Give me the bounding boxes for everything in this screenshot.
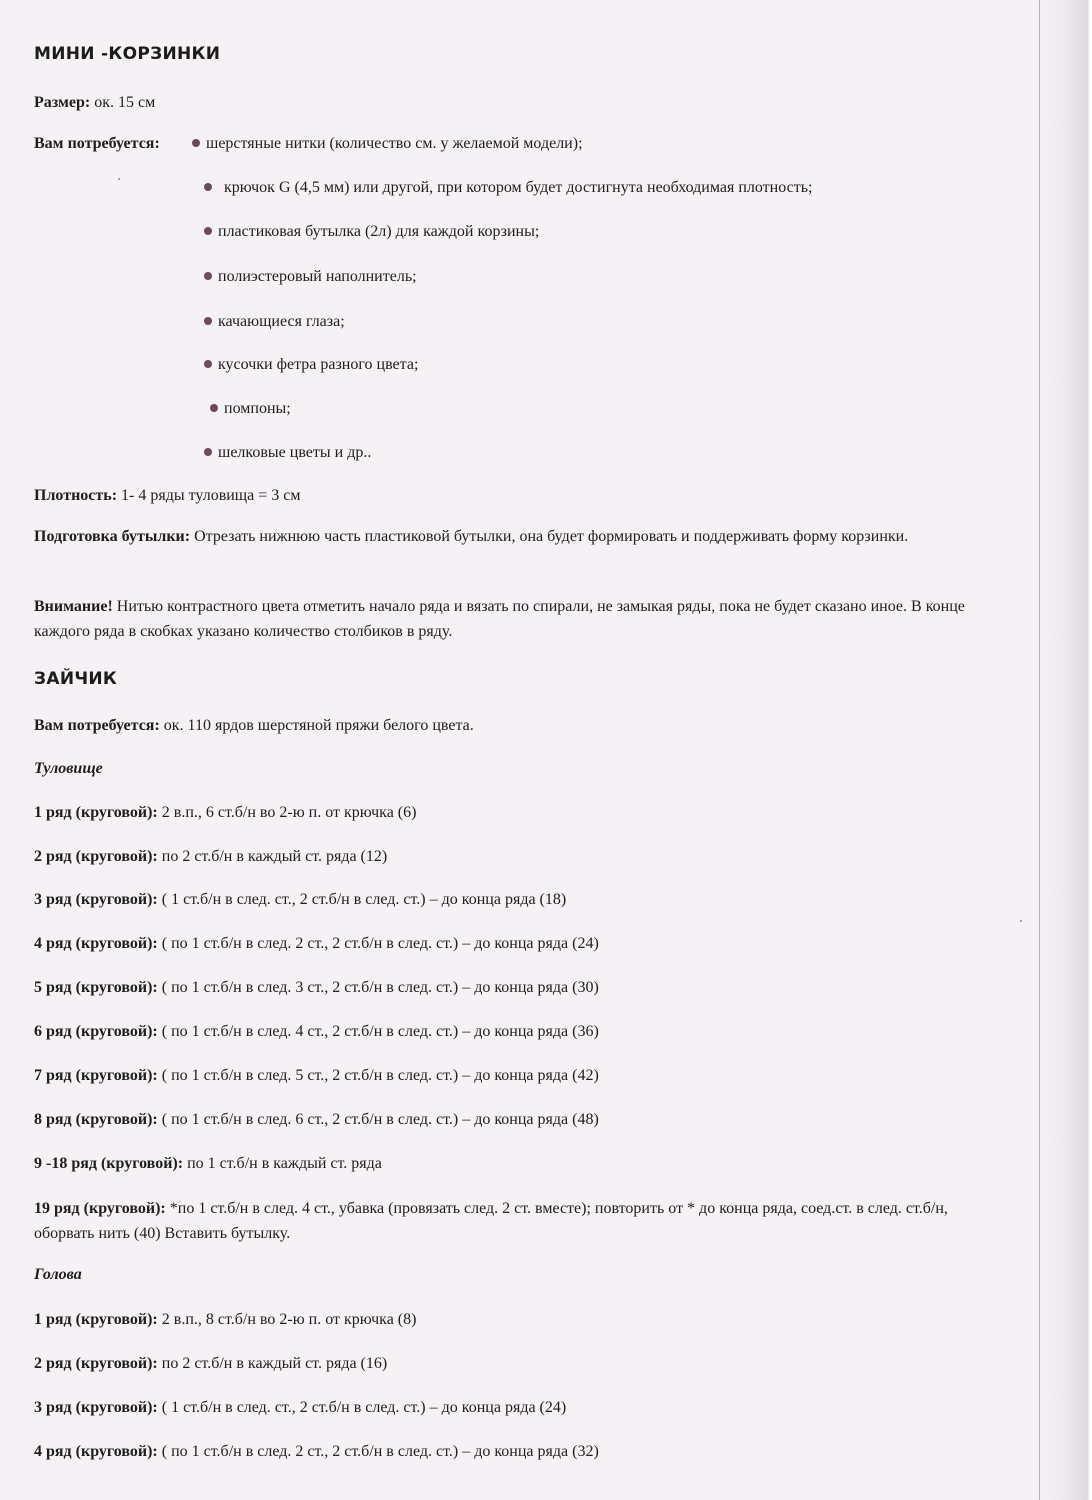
body-row xyxy=(34,931,994,956)
row-label: 19 ряд (круговой): xyxy=(34,1200,166,1217)
size-line xyxy=(34,90,994,115)
material-item xyxy=(204,352,418,377)
material-text: качающиеся глаза; xyxy=(218,313,345,330)
row-label: 1 ряд (круговой): xyxy=(34,804,158,821)
document-page xyxy=(34,0,1024,1500)
attention-text: Нитью контрастного цвета отметить начало ряда и вязать по спирали, не замыкая ряды, пока не будет сказано иное. В конце каждого ряда в скобках указано количество столбиков в ряду. xyxy=(34,598,965,640)
body-row xyxy=(34,1063,994,1088)
bottle-prep-text: Отрезать нижнюю часть пластиковой бутылки, она будет формировать и поддерживать форму корзинки. xyxy=(190,528,909,545)
page-edge-line xyxy=(1039,0,1040,1500)
material-text: шелковые цветы и др.. xyxy=(218,444,372,461)
bullet-icon xyxy=(204,272,212,280)
page-edge-shadow xyxy=(1034,0,1092,1500)
bunny-needs-line xyxy=(34,713,994,738)
material-text: кусочки фетра разного цвета; xyxy=(218,356,419,373)
gauge-label: Плотность: xyxy=(34,487,118,504)
body-section-title: Туловище xyxy=(34,760,103,777)
bullet-icon xyxy=(204,227,212,235)
material-item xyxy=(204,175,812,200)
row-label: 1 ряд (круговой): xyxy=(34,1311,158,1328)
row-text: ( 1 ст.б/н в след. ст., 2 ст.б/н в след. ст.) – до конца ряда (24) xyxy=(157,1399,567,1416)
material-text: полиэстеровый наполнитель; xyxy=(218,268,417,285)
gauge-value: 1- 4 ряды туловища = 3 см xyxy=(117,487,301,504)
row-text: ( по 1 ст.б/н в след. 3 ст., 2 ст.б/н в след. ст.) – до конца ряда (30) xyxy=(157,979,599,996)
bunny-needs-value: ок. 110 ярдов шерстяной пряжи белого цвета. xyxy=(159,717,474,734)
row-text: по 2 ст.б/н в каждый ст. ряда (12) xyxy=(157,848,388,865)
row-label: 7 ряд (круговой): xyxy=(34,1067,158,1084)
row-text: по 1 ст.б/н в каждый ст. ряда xyxy=(183,1155,382,1172)
material-text: помпоны; xyxy=(224,400,291,417)
material-item xyxy=(192,131,583,156)
bottle-prep-label: Подготовка бутылки: xyxy=(34,528,191,545)
body-row xyxy=(34,1196,1009,1246)
bunny-needs-label: Вам потребуется: xyxy=(34,717,160,734)
row-text: 2 в.п., 6 ст.б/н во 2-ю п. от крючка (6) xyxy=(157,804,417,821)
bullet-icon xyxy=(204,183,212,191)
row-text: ( по 1 ст.б/н в след. 5 ст., 2 ст.б/н в след. ст.) – до конца ряда (42) xyxy=(157,1067,599,1084)
row-label: 3 ряд (круговой): xyxy=(34,1399,158,1416)
head-section-title: Голова xyxy=(34,1266,82,1283)
body-row xyxy=(34,1151,994,1176)
bullet-icon xyxy=(204,317,212,325)
row-text: ( по 1 ст.б/н в след. 4 ст., 2 ст.б/н в след. ст.) – до конца ряда (36) xyxy=(157,1023,599,1040)
material-text: крючок G (4,5 мм) или другой, при котором будет достигнута необходимая плотность; xyxy=(224,179,813,196)
row-label: 5 ряд (круговой): xyxy=(34,979,158,996)
bullet-icon xyxy=(210,404,218,412)
material-text: пластиковая бутылка (2л) для каждой корзины; xyxy=(218,223,540,240)
material-item xyxy=(204,264,417,289)
row-text: ( по 1 ст.б/н в след. 2 ст., 2 ст.б/н в след. ст.) – до конца ряда (32) xyxy=(157,1443,599,1460)
head-row xyxy=(34,1351,994,1376)
head-row xyxy=(34,1307,994,1332)
bullet-icon xyxy=(204,448,212,456)
row-text: ( по 1 ст.б/н в след. 2 ст., 2 ст.б/н в след. ст.) – до конца ряда (24) xyxy=(157,935,599,952)
material-item xyxy=(204,309,345,334)
row-text: 2 в.п., 8 ст.б/н во 2-ю п. от крючка (8) xyxy=(157,1311,417,1328)
material-item xyxy=(204,440,371,465)
row-label: 2 ряд (круговой): xyxy=(34,848,158,865)
row-label: 2 ряд (круговой): xyxy=(34,1355,158,1372)
bullet-icon xyxy=(204,360,212,368)
row-text: ( по 1 ст.б/н в след. 6 ст., 2 ст.б/н в след. ст.) – до конца ряда (48) xyxy=(157,1111,599,1128)
material-item xyxy=(204,219,539,244)
bottle-prep-paragraph xyxy=(34,524,984,549)
row-text: по 2 ст.б/н в каждый ст. ряда (16) xyxy=(157,1355,388,1372)
head-row xyxy=(34,1439,994,1464)
row-text: ( 1 ст.б/н в след. ст., 2 ст.б/н в след. ст.) – до конца ряда (18) xyxy=(157,891,567,908)
size-value: ок. 15 см xyxy=(90,94,156,111)
body-row xyxy=(34,887,994,912)
needs-label: Вам потребуется: xyxy=(34,135,160,152)
row-label: 3 ряд (круговой): xyxy=(34,891,158,908)
attention-label: Внимание! xyxy=(34,598,113,615)
document-title: МИНИ -КОРЗИНКИ xyxy=(34,44,221,64)
material-text: шерстяные нитки (количество см. у желаемой модели); xyxy=(206,135,583,152)
bullet-icon xyxy=(192,139,200,147)
material-item xyxy=(210,396,291,421)
row-label: 4 ряд (круговой): xyxy=(34,1443,158,1460)
row-label: 4 ряд (круговой): xyxy=(34,935,158,952)
head-row xyxy=(34,1395,994,1420)
row-text: *по 1 ст.б/н в след. 4 ст., убавка (провязать след. 2 ст. вместе); повторить от * до конца ряда, соед.ст. в след. ст.б/н, оборвать нить (40) Вставить бутылку. xyxy=(34,1200,948,1242)
row-label: 6 ряд (круговой): xyxy=(34,1023,158,1040)
body-row xyxy=(34,1019,994,1044)
body-row xyxy=(34,800,994,825)
bunny-title: ЗАЙЧИК xyxy=(34,669,118,689)
body-row xyxy=(34,975,994,1000)
body-row xyxy=(34,1107,994,1132)
gauge-line xyxy=(34,483,994,508)
row-label: 9 -18 ряд (круговой): xyxy=(34,1155,184,1172)
row-label: 8 ряд (круговой): xyxy=(34,1111,158,1128)
attention-paragraph xyxy=(34,594,1009,644)
body-row xyxy=(34,844,994,869)
size-label: Размер: xyxy=(34,94,91,111)
